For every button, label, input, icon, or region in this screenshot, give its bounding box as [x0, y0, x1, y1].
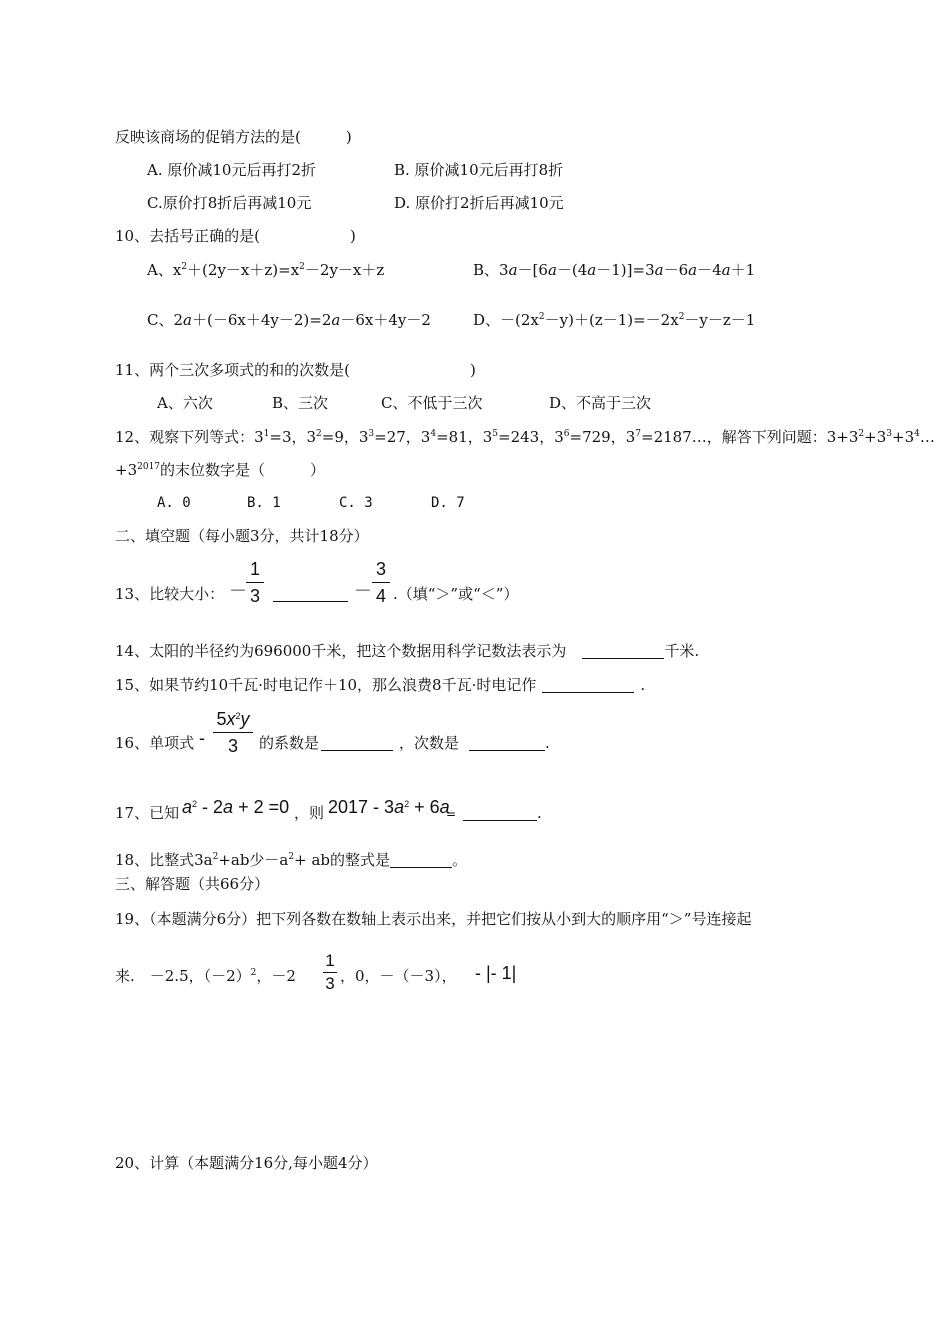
q12-option-a: A. 0 [157, 495, 191, 511]
q13-answer-blank [273, 584, 348, 604]
q19-abs-value: - |- 1| [475, 963, 517, 983]
q17-equation: $a^2 - 2a + 2 =0$ [182, 797, 290, 817]
q10-option-b: B、3a－[6a－(4a－1)]=3a－6a－4a＋1 [473, 261, 756, 279]
q13-fraction-1: 1 3 [246, 557, 264, 608]
q17-answer: . [463, 803, 542, 823]
q11-stem: 11、两个三次多项式的和的次数是( ) [115, 361, 476, 379]
q10-stem: 10、去括号正确的是( ) [115, 227, 356, 245]
q19-line2-prefix: 来. －2.5，$(-2)^2$，－2 [115, 967, 296, 985]
q9-stem: 反映该商场的促销方法的是( ) [115, 128, 352, 146]
q20-heading: 20、计算（本题满分16分,每小题4分） [115, 1154, 378, 1172]
q9-option-b: B. 原价减10元后再打8折 [394, 161, 564, 179]
q11-option-a: A、六次 [157, 394, 213, 412]
q13-suffix: .（填“＞”或“＜”） [393, 585, 519, 603]
section-3-heading: 三、解答题（共66分） [115, 875, 270, 893]
q16-text: 的系数是 ，次数是 . [259, 734, 550, 752]
q16-prefix: 16、单项式 [115, 734, 195, 752]
q16-monomial-fraction: $5x^2y$ 3 [213, 707, 253, 758]
q10-option-d: D、$-(2x^2-y)+(z-1)=-2x^2-y-z-1$ [473, 311, 756, 329]
q9-option-d: D. 原价打2折后再减10元 [394, 194, 564, 212]
q11-option-d: D、不高于三次 [549, 394, 652, 412]
q12-line2: $+3^{2017}$的末位数字是（ ） [115, 461, 326, 479]
q13-prefix: 13、比较大小： [115, 585, 225, 603]
q12-option-d: D. 7 [431, 495, 465, 511]
q17-prefix: 17、已知 [115, 804, 180, 822]
section-2-heading: 二、填空题（每小题3分，共计18分） [115, 527, 369, 545]
q19-line1: 19、（本题满分6分）把下列各数在数轴上表示出来，并把它们按从小到大的顺序用“＞”号连接起 [115, 910, 752, 928]
q12-option-b: B. 1 [247, 495, 281, 511]
q16-minus: - [199, 728, 205, 748]
q19-mixed-fraction: 1 3 [323, 951, 337, 994]
q11-option-c: C、不低于三次 [381, 394, 483, 412]
q17-equals: = [446, 807, 457, 821]
q14-text: 14、太阳的半径约为696000千米，把这个数据用科学记数法表示为 千米. [115, 642, 700, 660]
q9-option-a: A. 原价减10元后再打2折 [147, 161, 316, 179]
q17-mid: ，则 [294, 804, 325, 822]
q12-line1: 12、观察下列等式：$3^1=3$，$3^2=9$，$3^3=27$，$3^4=81$，$3^5=243$，$3^6=729$，$3^7=2187\dots$，解答下列问题：$3+3^2+3^3+3^4\dots$ [115, 428, 935, 446]
q13-minus-1: － [229, 581, 247, 602]
q10-option-c: C、2a＋(－6x＋4y－2)=2a－6x＋4y－2 [147, 311, 431, 329]
q10-option-a: A、$x^2+(2y-x+z)=x^2-2y-x+z$ [147, 261, 385, 279]
q13-fraction-2: 3 4 [372, 557, 390, 608]
q11-option-b: B、三次 [272, 394, 329, 412]
q13-minus-2: － [354, 581, 372, 602]
q9-option-c: C.原价打8折后再减10元 [147, 194, 312, 212]
q12-option-c: C. 3 [339, 495, 373, 511]
q15-text: 15、如果节约10千瓦·时电记作＋10，那么浪费8千瓦·时电记作 . [115, 676, 646, 694]
q17-expression: $2017 - 3a^2 + 6a$ [328, 797, 450, 817]
q18-text: 18、比整式$3a^2+ab$少$-a^2+$ ab的整式是 。 [115, 851, 468, 869]
q19-line2-tail: ，0，－（－3）， [340, 967, 457, 985]
